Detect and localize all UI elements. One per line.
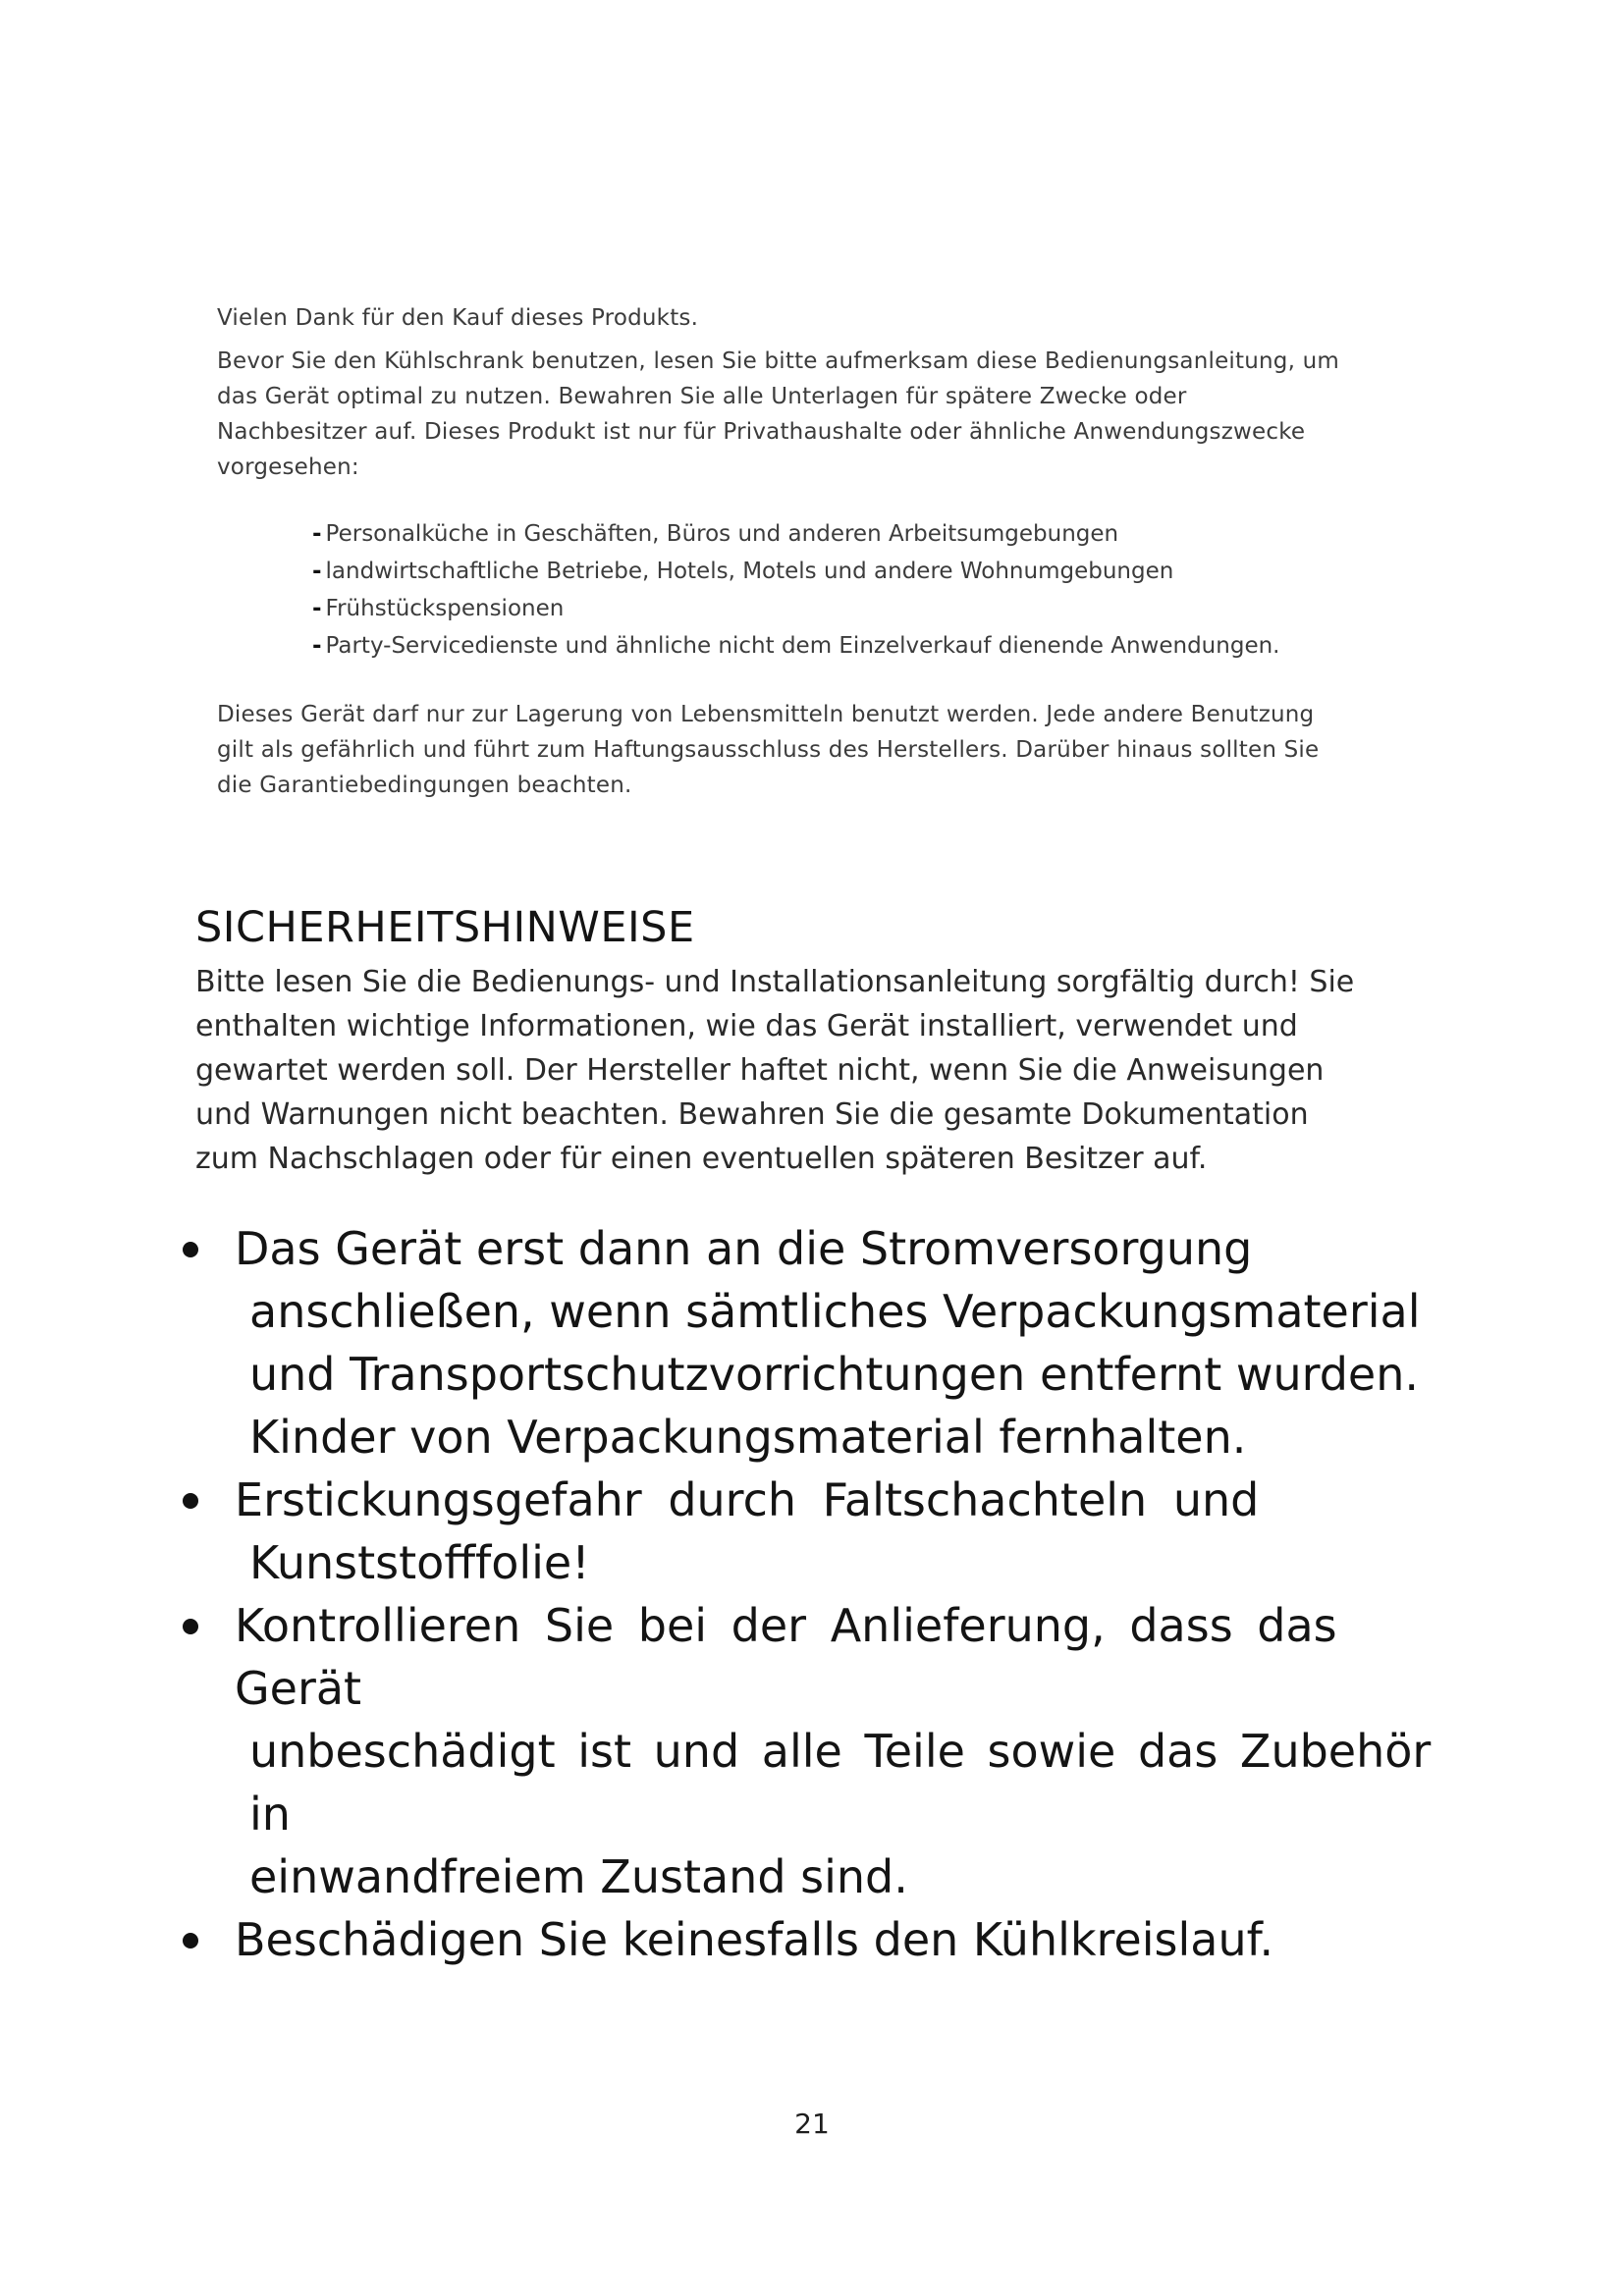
safety-intro-line: enthalten wichtige Informationen, wie das Gerät installiert, verwendet und <box>195 1009 1298 1043</box>
dash-marker: - <box>312 521 322 547</box>
bullet-line: Kontrollieren Sie bei der Anlieferung, dass das Gerät <box>235 1599 1337 1715</box>
warning-line: die Garantiebedingungen beachten. <box>217 773 632 798</box>
bullet-line: Kinder von Verpackungsmaterial fernhalten. <box>249 1411 1247 1464</box>
safety-intro-line: gewartet werden soll. Der Hersteller haftet nicht, wenn Sie die Anweisungen <box>195 1053 1325 1088</box>
safety-bullet-item <box>177 1468 1453 1594</box>
bullet-line: Beschädigen Sie keinesfalls den Kühlkreislauf. <box>235 1913 1274 1966</box>
bullet-line: Kunststofffolie! <box>249 1536 590 1589</box>
safety-bullet-item <box>177 1908 1453 1971</box>
bullet-icon <box>183 1933 198 1949</box>
usage-item-text: Frühstückspensionen <box>325 596 565 621</box>
warning-line: Dieses Gerät darf nur zur Lagerung von Lebensmitteln benutzt werden. Jede andere Benutzung <box>217 702 1315 727</box>
warning-line: gilt als gefährlich und führt zum Haftungsausschluss des Herstellers. Darüber hinaus sollten Sie <box>217 737 1320 763</box>
safety-intro-paragraph <box>195 960 1423 1181</box>
usage-list-item <box>312 515 1279 553</box>
dash-marker: - <box>312 559 322 584</box>
safety-bullet-item <box>177 1594 1453 1908</box>
bullet-line: einwandfreiem Zustand sind. <box>249 1850 908 1903</box>
page-number: 21 <box>794 2108 830 2140</box>
thanks-paragraph: Vielen Dank für den Kauf dieses Produkts. <box>217 305 699 331</box>
bullet-line: Erstickungsgefahr durch Faltschachteln und <box>235 1473 1260 1526</box>
bullet-icon <box>183 1493 198 1509</box>
bullet-line: unbeschädigt ist und alle Teile sowie das Zubehör in <box>249 1725 1432 1841</box>
usage-list-item <box>312 590 1279 627</box>
usage-paragraph <box>217 344 1376 485</box>
usage-list-item <box>312 627 1279 665</box>
usage-item-text: landwirtschaftliche Betriebe, Hotels, Motels und andere Wohnumgebungen <box>325 559 1174 584</box>
bullet-icon <box>183 1619 198 1634</box>
usage-line: Nachbesitzer auf. Dieses Produkt ist nur für Privathaushalte oder ähnliche Anwendungszwecke <box>217 419 1306 445</box>
safety-bullet-list <box>177 1217 1453 1971</box>
usage-item-text: Party-Servicedienste und ähnliche nicht dem Einzelverkauf dienende Anwendungen. <box>325 633 1280 659</box>
bullet-line: und Transportschutzvorrichtungen entfernt wurden. <box>249 1348 1420 1401</box>
safety-intro-line: und Warnungen nicht beachten. Bewahren Sie die gesamte Dokumentation <box>195 1097 1309 1132</box>
usage-list <box>312 515 1279 665</box>
safety-heading: SICHERHEITSHINWEISE <box>195 903 695 952</box>
bullet-line: anschließen, wenn sämtliches Verpackungsmaterial <box>249 1285 1421 1338</box>
dash-marker: - <box>312 596 322 621</box>
dash-marker: - <box>312 633 322 659</box>
bullet-line: Das Gerät erst dann an die Stromversorgung <box>235 1222 1253 1275</box>
usage-item-text: Personalküche in Geschäften, Büros und anderen Arbeitsumgebungen <box>325 521 1119 547</box>
usage-line: das Gerät optimal zu nutzen. Bewahren Sie alle Unterlagen für spätere Zwecke oder <box>217 384 1187 409</box>
safety-intro-line: Bitte lesen Sie die Bedienungs- und Installationsanleitung sorgfältig durch! Sie <box>195 965 1355 999</box>
usage-line: Bevor Sie den Kühlschrank benutzen, lesen Sie bitte aufmerksam diese Bedienungsanleitung, um <box>217 348 1339 374</box>
safety-bullet-item <box>177 1217 1453 1468</box>
usage-list-item <box>312 553 1279 590</box>
usage-warning-paragraph <box>217 697 1376 803</box>
bullet-icon <box>183 1242 198 1257</box>
usage-line: vorgesehen: <box>217 454 359 480</box>
safety-intro-line: zum Nachschlagen oder für einen eventuellen späteren Besitzer auf. <box>195 1142 1208 1176</box>
